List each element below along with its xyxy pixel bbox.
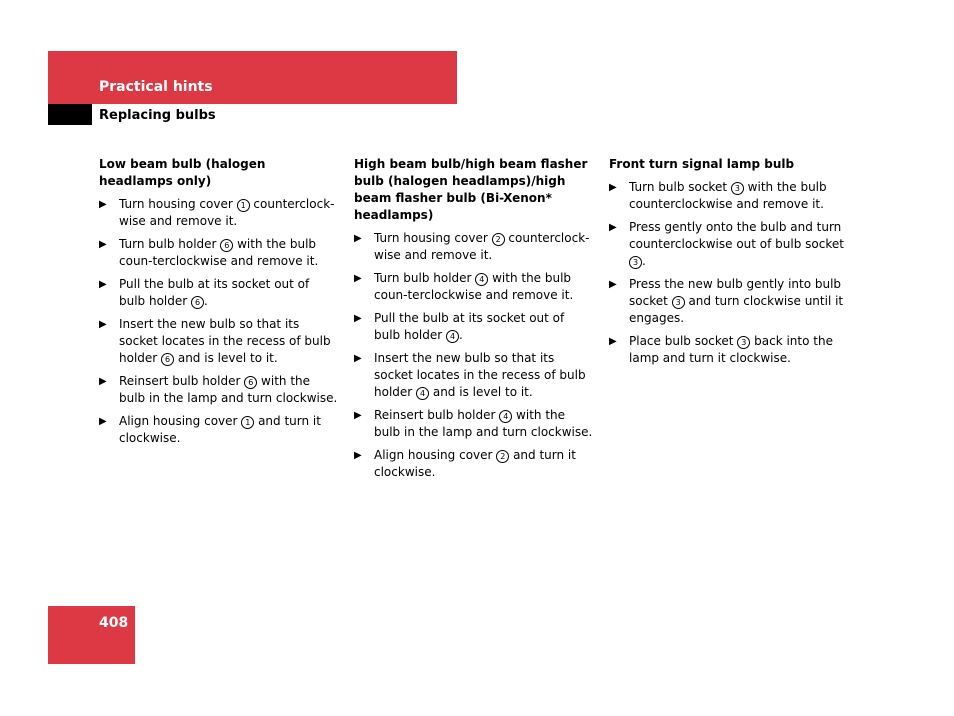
step-item <box>354 407 594 441</box>
callout-number: 2 <box>496 450 509 463</box>
column-title: Low beam bulb (halogen headlamps only) <box>99 157 266 188</box>
step-text: Place bulb socket <box>629 334 738 348</box>
bullet-arrow-icon: ▶ <box>99 199 107 210</box>
callout-number: 6 <box>220 239 233 252</box>
step-text: Turn bulb socket <box>629 180 731 194</box>
subsection-title: Replacing bulbs <box>99 108 216 123</box>
step-text: Turn housing cover <box>119 197 237 211</box>
step-text: with the bulb in the lamp and turn clockwise. <box>374 408 593 439</box>
bullet-arrow-icon: ▶ <box>609 222 617 233</box>
column-front-turn-signal <box>609 156 849 373</box>
step-item <box>609 219 849 270</box>
callout-number: 6 <box>191 296 204 309</box>
bullet-arrow-icon: ▶ <box>99 416 107 427</box>
column-title: Front turn signal lamp bulb <box>609 157 795 171</box>
bullet-arrow-icon: ▶ <box>354 313 362 324</box>
step-text: Turn housing cover <box>374 231 492 245</box>
bullet-arrow-icon: ▶ <box>99 239 107 250</box>
column-low-beam <box>99 156 339 453</box>
bullet-arrow-icon: ▶ <box>354 233 362 244</box>
step-item <box>99 196 339 230</box>
step-text: and is level to it. <box>174 351 278 365</box>
step-text: counterclock-wise and remove it. <box>374 231 590 262</box>
step-text: Reinsert bulb holder <box>119 374 245 388</box>
callout-number: 2 <box>492 233 505 246</box>
bullet-arrow-icon: ▶ <box>609 336 617 347</box>
column-high-beam <box>354 156 594 487</box>
step-item <box>354 230 594 264</box>
step-item <box>354 270 594 304</box>
step-item <box>609 179 849 213</box>
step-text: . <box>459 328 463 342</box>
step-text: Turn bulb holder <box>119 237 221 251</box>
header-red-bar <box>48 51 457 104</box>
step-item <box>609 276 849 327</box>
step-item <box>354 447 594 481</box>
step-text: and turn clockwise until it engages. <box>629 294 844 325</box>
step-text: . <box>642 254 646 268</box>
step-text: with the bulb counterclockwise and remove it. <box>629 180 827 211</box>
bullet-arrow-icon: ▶ <box>99 319 107 330</box>
callout-number: 6 <box>244 376 257 389</box>
callout-number: 4 <box>499 410 512 423</box>
header-black-tab <box>48 104 92 125</box>
step-text: with the bulb coun-terclockwise and remove it. <box>374 271 574 302</box>
step-text: Press gently onto the bulb and turn counterclockwise out of bulb socket <box>629 220 844 251</box>
step-text: Insert the new bulb so that its socket locates in the recess of bulb holder <box>374 351 586 399</box>
callout-number: 3 <box>672 296 685 309</box>
step-list <box>609 179 849 367</box>
callout-number: 6 <box>161 353 174 366</box>
step-text: counterclock-wise and remove it. <box>119 197 335 228</box>
step-text: Align housing cover <box>374 448 497 462</box>
callout-number: 3 <box>731 182 744 195</box>
callout-number: 4 <box>475 273 488 286</box>
callout-number: 3 <box>629 256 642 269</box>
step-item <box>354 350 594 401</box>
step-item <box>99 276 339 310</box>
step-text: Reinsert bulb holder <box>374 408 500 422</box>
step-item <box>609 333 849 367</box>
step-text: and is level to it. <box>429 385 533 399</box>
step-list <box>99 196 339 447</box>
step-item <box>354 310 594 344</box>
bullet-arrow-icon: ▶ <box>99 279 107 290</box>
step-item <box>99 373 339 407</box>
step-text: Turn bulb holder <box>374 271 476 285</box>
bullet-arrow-icon: ▶ <box>354 273 362 284</box>
page-number: 408 <box>99 615 129 631</box>
step-text: with the bulb coun-terclockwise and remove it. <box>119 237 319 268</box>
step-text: and turn it clockwise. <box>119 414 321 445</box>
step-text: . <box>204 294 208 308</box>
step-text: with the bulb in the lamp and turn clockwise. <box>119 374 338 405</box>
bullet-arrow-icon: ▶ <box>609 182 617 193</box>
bullet-arrow-icon: ▶ <box>354 450 362 461</box>
callout-number: 1 <box>241 416 254 429</box>
bullet-arrow-icon: ▶ <box>354 410 362 421</box>
step-item <box>99 236 339 270</box>
step-text: and turn it clockwise. <box>374 448 576 479</box>
section-title: Practical hints <box>99 79 213 95</box>
step-text: Align housing cover <box>119 414 242 428</box>
callout-number: 4 <box>446 330 459 343</box>
bullet-arrow-icon: ▶ <box>609 279 617 290</box>
step-text: back into the lamp and turn it clockwise. <box>629 334 833 365</box>
callout-number: 4 <box>416 387 429 400</box>
step-text: Insert the new bulb so that its socket locates in the recess of bulb holder <box>119 317 331 365</box>
bullet-arrow-icon: ▶ <box>99 376 107 387</box>
step-text: Pull the bulb at its socket out of bulb holder <box>119 277 310 308</box>
step-list <box>354 230 594 481</box>
bullet-arrow-icon: ▶ <box>354 353 362 364</box>
column-title: High beam bulb/high beam flasher bulb (halogen headlamps)/high beam flasher bulb (Bi-Xenon* headlamps) <box>354 157 588 222</box>
step-text: Pull the bulb at its socket out of bulb holder <box>374 311 565 342</box>
callout-number: 1 <box>237 199 250 212</box>
step-item <box>99 413 339 447</box>
step-text: Press the new bulb gently into bulb socket <box>629 277 842 308</box>
callout-number: 3 <box>737 336 750 349</box>
step-item <box>99 316 339 367</box>
